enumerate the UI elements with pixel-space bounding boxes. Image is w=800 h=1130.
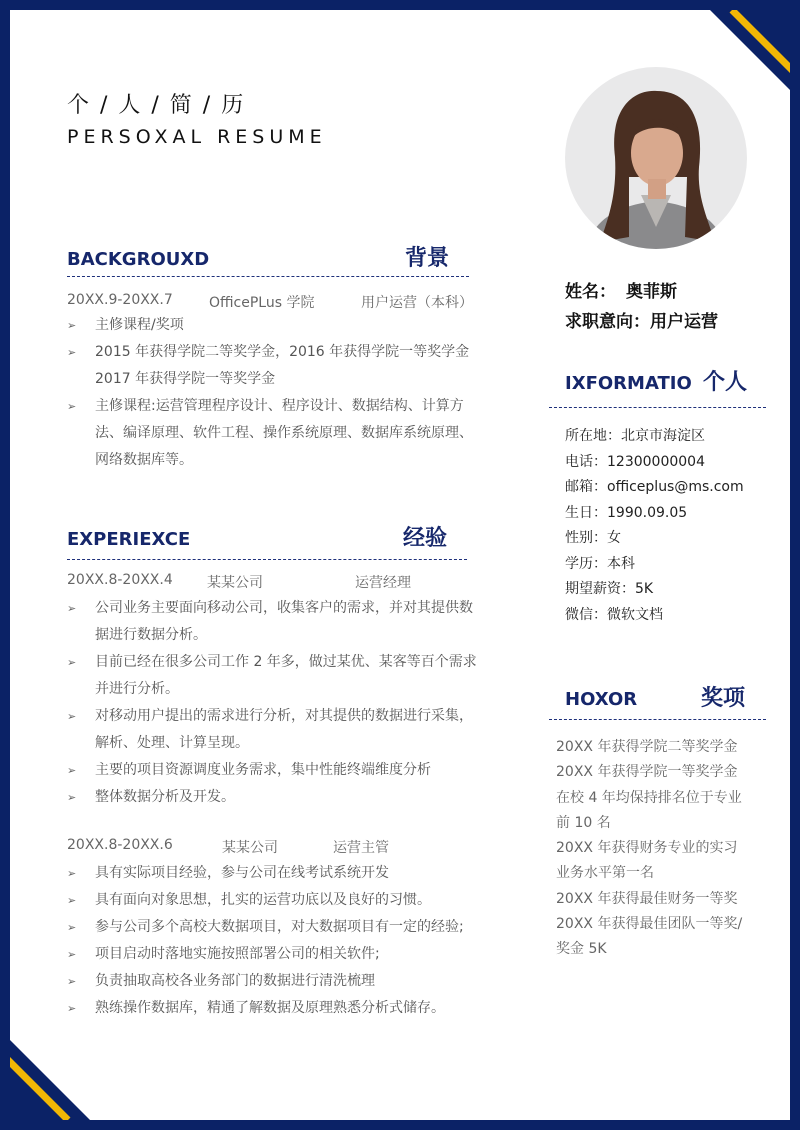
job-meta <box>67 837 477 857</box>
info-value: 女 <box>607 530 621 546</box>
info-label: 微信： <box>565 606 607 623</box>
experience-heading-en: EXPERIEXCE <box>67 529 191 550</box>
intent-label: 求职意向： <box>565 312 650 332</box>
education-school: OfficePLus 学院 <box>209 295 315 311</box>
honor-line: 20XX 年获得最佳财务一等奖 <box>556 890 738 907</box>
background-divider <box>67 276 469 277</box>
background-heading <box>67 242 467 272</box>
list-item: ➢ 目前已经在很多公司工作 2 年多，做过某优、某客等百个需求并进行分析。 <box>67 649 481 703</box>
resume-title-cn: 个 / 人 / 简 / 历 <box>67 93 246 118</box>
honor-line: 20XX 年获得最佳团队一等奖/ <box>556 916 743 933</box>
list-item: ➢ 主要的项目资源调度业务需求，集中性能终端维度分析 <box>67 757 481 784</box>
resume-title-en: PERSOXAL RESUME <box>67 126 327 148</box>
info-label: 学历： <box>565 555 607 572</box>
honor-list <box>556 735 766 963</box>
info-row <box>565 552 744 578</box>
honor-line: 前 10 名 <box>556 814 611 831</box>
list-item: ➢ 具有实际项目经验，参与公司在线考试系统开发 <box>67 860 487 887</box>
job-meta <box>67 572 477 592</box>
list-item: ➢ 负责抽取高校各业务部门的数据进行清洗梳理 <box>67 968 487 995</box>
name-label: 姓名： <box>565 282 616 302</box>
list-item: ➢ 2015 年获得学院二等奖学金，2016 年获得学院一等奖学金 2017 年获得学院一等奖学金 <box>67 339 479 393</box>
list-item: ➢ 整体数据分析及开发。 <box>67 784 481 811</box>
job-role: 运营主管 <box>333 840 389 856</box>
info-row <box>565 475 744 501</box>
name-line <box>565 277 718 307</box>
background-heading-cn: 背景 <box>405 246 450 271</box>
list-item: ➢ 主修课程/奖项 <box>67 312 479 339</box>
experience-heading <box>67 522 467 552</box>
info-label: 邮箱： <box>565 479 607 495</box>
job-duty-list <box>67 595 481 811</box>
information-heading-cn: 个人 <box>703 370 748 395</box>
honor-line: 业务水平第一名 <box>556 865 654 882</box>
info-row <box>565 450 744 476</box>
job-company: 某某公司 <box>207 575 263 591</box>
profile-summary <box>565 277 718 337</box>
info-row <box>565 577 744 603</box>
info-label: 电话： <box>565 453 607 470</box>
information-divider <box>549 407 766 408</box>
name-value: 奥菲斯 <box>626 282 677 302</box>
info-row <box>565 424 744 450</box>
info-row <box>565 603 744 629</box>
info-row <box>565 526 744 552</box>
information-heading-en: IXFORMATIO <box>565 373 692 394</box>
info-value: 北京市海淀区 <box>621 428 705 444</box>
intent-value: 用户运营 <box>650 312 718 332</box>
honor-line: 20XX 年获得学院一等奖学金 <box>556 764 738 781</box>
info-label: 期望薪资： <box>565 581 635 597</box>
info-label: 生日： <box>565 504 607 521</box>
experience-divider <box>67 559 467 560</box>
info-value: 微软文档 <box>607 606 663 623</box>
honor-heading-cn: 奖项 <box>701 686 746 711</box>
corner-decoration-bottom-left <box>10 1010 120 1120</box>
honor-line: 20XX 年获得财务专业的实习 <box>556 840 738 857</box>
job-duty-list <box>67 860 487 1022</box>
honor-heading <box>565 682 765 712</box>
job-period: 20XX.8-20XX.4 <box>67 572 173 588</box>
profile-photo <box>565 67 747 249</box>
info-row <box>565 501 744 527</box>
honor-line: 奖金 5K <box>556 941 607 958</box>
list-item: ➢ 公司业务主要面向移动公司，收集客户的需求，并对其提供数据进行数据分析。 <box>67 595 481 649</box>
list-item: ➢ 参与公司多个高校大数据项目，对大数据项目有一定的经验; <box>67 914 487 941</box>
resume-page <box>10 10 790 1120</box>
info-value: 5K <box>635 581 654 597</box>
list-item: ➢ 具有面向对象思想，扎实的运营功底以及良好的习惯。 <box>67 887 487 914</box>
education-list <box>67 312 479 474</box>
list-item: ➢ 主修课程:运营管理程序设计、程序设计、数据结构、计算方法、编译原理、软件工程、操作系统原理、数据库系统原理、网络数据库等。 <box>67 393 479 474</box>
education-period: 20XX.9-20XX.7 <box>67 292 173 308</box>
education-major: 用户运营（本科） <box>361 295 473 311</box>
job-role: 运营经理 <box>355 575 411 591</box>
list-item: ➢ 项目启动时落地实施按照部署公司的相关软件; <box>67 941 487 968</box>
info-value: 12300000004 <box>607 453 705 470</box>
list-item: ➢ 对移动用户提出的需求进行分析，对其提供的数据进行采集，解析、处理、计算呈现。 <box>67 703 481 757</box>
education-meta <box>67 292 477 312</box>
info-label: 所在地： <box>565 428 621 444</box>
experience-heading-cn: 经验 <box>403 526 448 551</box>
portrait-image <box>565 67 747 249</box>
honor-divider <box>549 719 766 720</box>
intent-line <box>565 307 718 337</box>
info-label: 性别： <box>565 530 607 546</box>
info-value: 1990.09.05 <box>607 504 688 521</box>
job-company: 某某公司 <box>222 840 278 856</box>
information-list <box>565 424 744 628</box>
background-heading-en: BACKGROUXD <box>67 249 210 270</box>
info-value: officeplus@ms.com <box>607 479 744 495</box>
information-heading <box>565 366 765 396</box>
honor-line: 在校 4 年均保持排名位于专业 <box>556 789 742 806</box>
honor-line: 20XX 年获得学院二等奖学金 <box>556 739 738 755</box>
list-item: ➢ 熟练操作数据库，精通了解数据及原理熟悉分析式储存。 <box>67 995 487 1022</box>
job-period: 20XX.8-20XX.6 <box>67 837 173 853</box>
honor-heading-en: HOXOR <box>565 689 638 710</box>
info-value: 本科 <box>607 555 635 572</box>
